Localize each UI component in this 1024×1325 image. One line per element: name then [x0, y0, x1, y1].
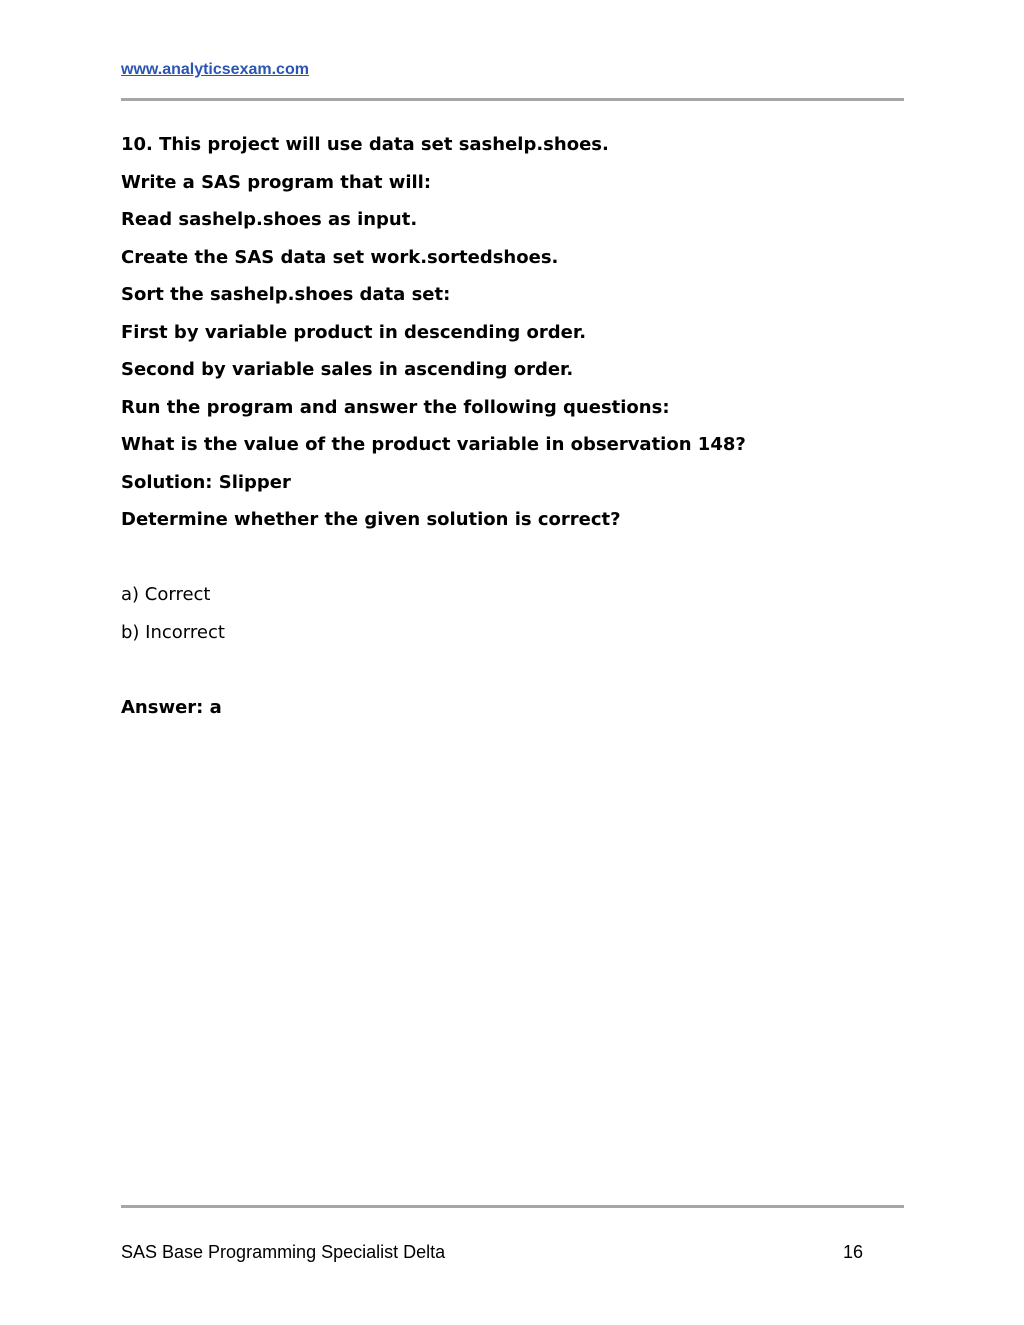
- question-line: Run the program and answer the following questions:: [121, 397, 670, 418]
- solution-line: Solution: Slipper: [121, 472, 291, 493]
- answer-line: Answer: a: [121, 697, 222, 718]
- page-number: 16: [843, 1242, 864, 1262]
- header-divider: [121, 98, 904, 101]
- question-title: 10. This project will use data set sashelp.shoes.: [121, 134, 609, 155]
- footer-divider: [121, 1205, 904, 1208]
- question-line: First by variable product in descending order.: [121, 322, 587, 343]
- question-line: Create the SAS data set work.sortedshoes.: [121, 247, 559, 268]
- option-incorrect: b) Incorrect: [121, 622, 225, 643]
- question-line: Sort the sashelp.shoes data set:: [121, 284, 451, 305]
- footer-title: SAS Base Programming Specialist Delta: [121, 1242, 446, 1262]
- question-line: Write a SAS program that will:: [121, 172, 432, 193]
- question-line: What is the value of the product variable in observation 148?: [121, 434, 746, 455]
- question-line: Second by variable sales in ascending order.: [121, 359, 574, 380]
- question-line: Read sashelp.shoes as input.: [121, 209, 418, 230]
- header-site-link[interactable]: www.analyticsexam.com: [121, 61, 309, 78]
- option-correct: a) Correct: [121, 584, 211, 605]
- question-prompt: Determine whether the given solution is correct?: [121, 509, 621, 530]
